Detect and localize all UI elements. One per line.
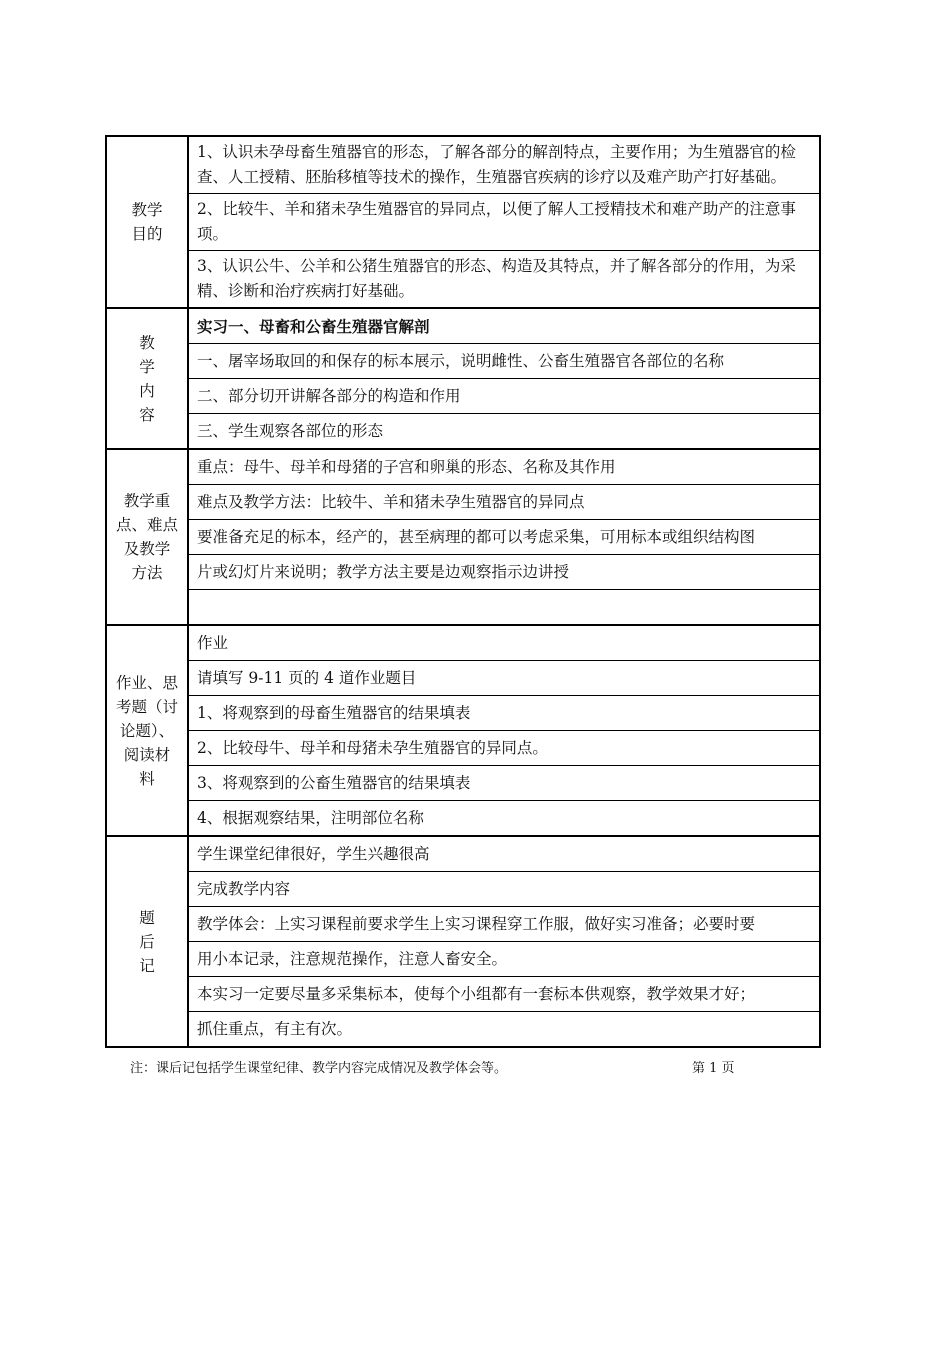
objectives-row [106, 251, 820, 309]
objective-item: 1、认识未孕母畜生殖器官的形态，了解各部分的解剖特点，主要作用；为生殖器官的检查、人工授精、胚胎移植等技术的操作，生殖器官疾病的诊疗以及难产助产打好基础。 [188, 136, 820, 194]
key-points-row [106, 449, 820, 485]
postscript-row [106, 907, 820, 942]
homework-row [106, 731, 820, 766]
content-row [106, 344, 820, 379]
content-item: 一、屠宰场取回的和保存的标本展示，说明雌性、公畜生殖器官各部位的名称 [188, 344, 820, 379]
homework-item: 4、根据观察结果，注明部位名称 [188, 801, 820, 837]
content-item: 二、部分切开讲解各部分的构造和作用 [188, 379, 820, 414]
postscript-row [106, 1012, 820, 1048]
postscript-item: 学生课堂纪律很好，学生兴趣很高 [188, 836, 820, 872]
homework-row [106, 766, 820, 801]
key-point-item: 重点：母牛、母羊和母猪的子宫和卵巢的形态、名称及其作用 [188, 449, 820, 485]
homework-label: 作业、思 考题（讨 论题）、 阅读材 料 [106, 625, 188, 836]
homework-item: 3、将观察到的公畜生殖器官的结果填表 [188, 766, 820, 801]
footnote: 注：课后记包括学生课堂纪律、教学内容完成情况及教学体会等。 [130, 1061, 508, 1076]
key-points-row [106, 590, 820, 626]
content-item: 三、学生观察各部位的形态 [188, 414, 820, 450]
homework-row [106, 625, 820, 661]
homework-item: 2、比较母牛、母羊和母猪未孕生殖器官的异同点。 [188, 731, 820, 766]
postscript-row [106, 942, 820, 977]
postscript-row [106, 977, 820, 1012]
objectives-row [106, 194, 820, 251]
objective-item: 2、比较牛、羊和猪未孕生殖器官的异同点，以便了解人工授精技术和难产助产的注意事项。 [188, 194, 820, 251]
content-row [106, 308, 820, 344]
objectives-row [106, 136, 820, 194]
key-points-label: 教学重 点、难点 及教学 方法 [106, 449, 188, 625]
page-number: 第 1 页 [692, 1061, 735, 1076]
key-points-row [106, 485, 820, 520]
homework-row [106, 696, 820, 731]
postscript-row [106, 872, 820, 907]
objective-item: 3、认识公牛、公羊和公猪生殖器官的形态、构造及其特点，并了解各部分的作用，为采精、诊断和治疗疾病打好基础。 [188, 251, 820, 309]
objectives-label: 教学 目的 [106, 136, 188, 308]
key-point-item: 片或幻灯片来说明；教学方法主要是边观察指示边讲授 [188, 555, 820, 590]
homework-item: 作业 [188, 625, 820, 661]
postscript-item: 用小本记录，注意规范操作，注意人畜安全。 [188, 942, 820, 977]
homework-item: 请填写 9-11 页的 4 道作业题目 [188, 661, 820, 696]
postscript-label: 题 后 记 [106, 836, 188, 1047]
postscript-item: 完成教学内容 [188, 872, 820, 907]
homework-row [106, 661, 820, 696]
key-point-item: 难点及教学方法：比较牛、羊和猪未孕生殖器官的异同点 [188, 485, 820, 520]
postscript-item: 本实习一定要尽量多采集标本，使每个小组都有一套标本供观察，教学效果才好； [188, 977, 820, 1012]
postscript-row [106, 836, 820, 872]
content-title: 实习一、母畜和公畜生殖器官解剖 [188, 308, 820, 344]
key-point-empty [188, 590, 820, 626]
homework-item: 1、将观察到的母畜生殖器官的结果填表 [188, 696, 820, 731]
key-point-item: 要准备充足的标本，经产的，甚至病理的都可以考虑采集，可用标本或组织结构图 [188, 520, 820, 555]
lesson-plan-table [105, 135, 821, 1048]
content-row [106, 414, 820, 450]
postscript-item: 教学体会：上实习课程前要求学生上实习课程穿工作服，做好实习准备；必要时要 [188, 907, 820, 942]
key-points-row [106, 555, 820, 590]
content-label: 教 学 内 容 [106, 308, 188, 449]
postscript-item: 抓住重点，有主有次。 [188, 1012, 820, 1048]
key-points-row [106, 520, 820, 555]
content-row [106, 379, 820, 414]
homework-row [106, 801, 820, 837]
